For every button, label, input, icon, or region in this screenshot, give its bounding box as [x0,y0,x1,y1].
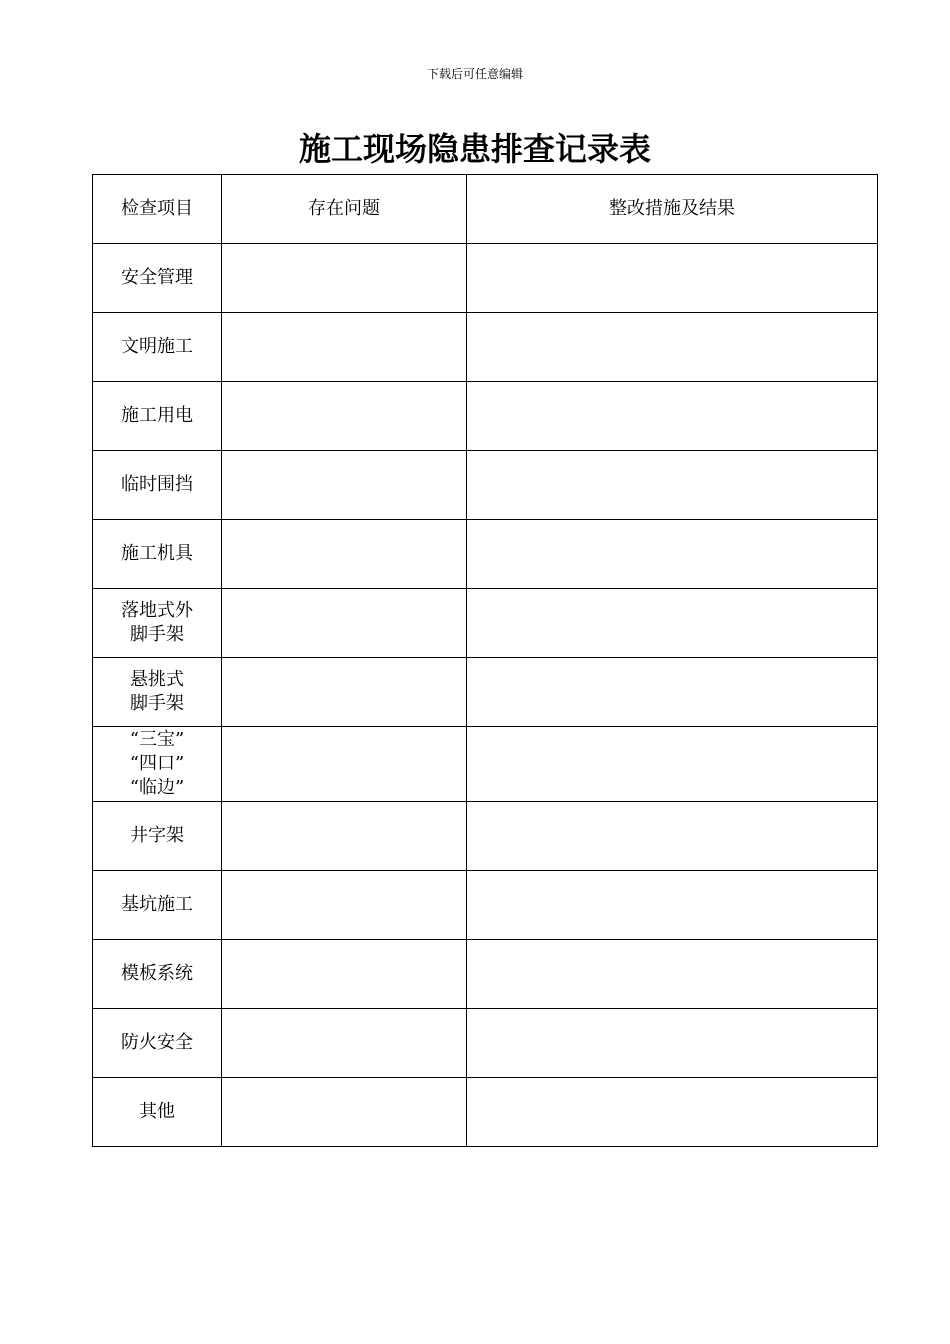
item-cell: 井字架 [93,802,222,871]
measure-cell[interactable] [467,802,878,871]
item-cell: 施工用电 [93,382,222,451]
measure-cell[interactable] [467,1009,878,1078]
item-cell: 悬挑式 脚手架 [93,658,222,727]
inspection-table [92,174,878,1147]
problem-cell[interactable] [222,871,467,940]
table-row [93,313,878,382]
measure-cell[interactable] [467,940,878,1009]
item-cell: 施工机具 [93,520,222,589]
problem-cell[interactable] [222,244,467,313]
table-row [93,802,878,871]
problem-cell[interactable] [222,520,467,589]
measure-cell[interactable] [467,1078,878,1147]
measure-cell[interactable] [467,727,878,802]
table-row [93,1009,878,1078]
table-row [93,940,878,1009]
problem-cell[interactable] [222,1009,467,1078]
measure-cell[interactable] [467,520,878,589]
item-cell: 防火安全 [93,1009,222,1078]
table-row [93,244,878,313]
table-row [93,1078,878,1147]
problem-cell[interactable] [222,589,467,658]
table-row [93,658,878,727]
problem-cell[interactable] [222,940,467,1009]
table-row [93,451,878,520]
item-cell: 文明施工 [93,313,222,382]
item-cell: 临时围挡 [93,451,222,520]
item-cell: 其他 [93,1078,222,1147]
table-row [93,589,878,658]
measure-cell[interactable] [467,313,878,382]
column-header-problem: 存在问题 [222,175,467,244]
column-header-item: 检查项目 [93,175,222,244]
page-title: 施工现场隐患排查记录表 [298,130,651,168]
table-header-row [93,175,878,244]
item-cell: 模板系统 [93,940,222,1009]
problem-cell[interactable] [222,658,467,727]
table-row [93,727,878,802]
table-row [93,382,878,451]
item-cell: 基坑施工 [93,871,222,940]
item-cell: “三宝” “四口” “临边” [93,727,222,802]
column-header-measure: 整改措施及结果 [467,175,878,244]
item-cell: 安全管理 [93,244,222,313]
problem-cell[interactable] [222,451,467,520]
table-row [93,871,878,940]
problem-cell[interactable] [222,1078,467,1147]
item-cell: 落地式外 脚手架 [93,589,222,658]
measure-cell[interactable] [467,451,878,520]
measure-cell[interactable] [467,658,878,727]
problem-cell[interactable] [222,802,467,871]
table-row [93,520,878,589]
header-note: 下载后可任意编辑 [426,67,523,81]
measure-cell[interactable] [467,382,878,451]
problem-cell[interactable] [222,727,467,802]
measure-cell[interactable] [467,244,878,313]
problem-cell[interactable] [222,382,467,451]
measure-cell[interactable] [467,589,878,658]
measure-cell[interactable] [467,871,878,940]
problem-cell[interactable] [222,313,467,382]
